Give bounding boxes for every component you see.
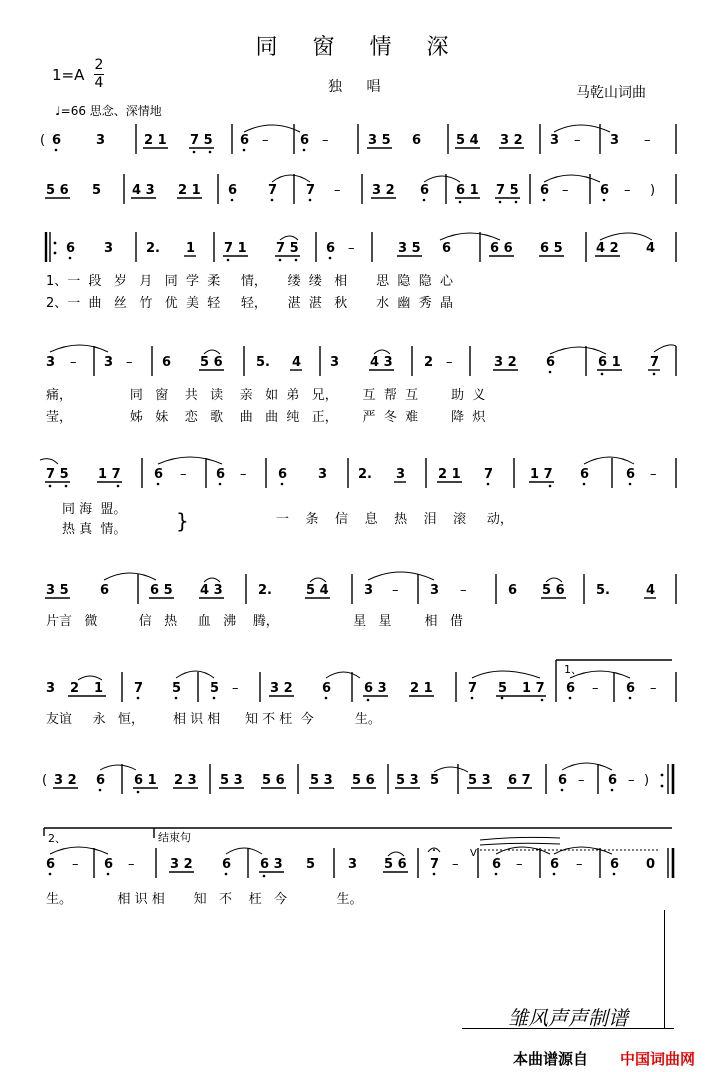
svg-text:1 7: 1 7 xyxy=(98,467,121,482)
svg-text:6: 6 xyxy=(608,773,618,788)
svg-text:7 5: 7 5 xyxy=(190,133,213,148)
svg-text:2 3: 2 3 xyxy=(174,773,197,788)
watermark-rule xyxy=(462,1028,674,1029)
svg-text:6 1: 6 1 xyxy=(456,183,479,198)
svg-text:–: – xyxy=(628,773,635,788)
svg-text:6 6: 6 6 xyxy=(490,241,513,256)
svg-text:3: 3 xyxy=(550,133,560,148)
svg-text:6 3: 6 3 xyxy=(260,857,283,872)
svg-text:6: 6 xyxy=(216,467,226,482)
svg-text:–: – xyxy=(262,133,269,148)
svg-text:6: 6 xyxy=(326,241,336,256)
svg-text:6: 6 xyxy=(104,857,114,872)
svg-text:3 2: 3 2 xyxy=(54,773,77,788)
svg-text:6: 6 xyxy=(550,857,560,872)
lyrics-row6: 片言 微 信 热 血 沸 腾， 星 星 相 借 xyxy=(46,614,463,629)
watermark-rule-vertical xyxy=(664,910,665,1028)
svg-text:6: 6 xyxy=(626,467,636,482)
svg-text:6: 6 xyxy=(96,773,106,788)
svg-text:6 1: 6 1 xyxy=(598,355,621,370)
svg-text:6: 6 xyxy=(162,355,172,370)
svg-text:2 1: 2 1 xyxy=(178,183,201,198)
svg-text:5: 5 xyxy=(210,681,220,696)
svg-text:4: 4 xyxy=(646,241,656,256)
svg-text:7 5: 7 5 xyxy=(46,467,69,482)
source-label: 本曲谱源自 xyxy=(513,1050,589,1068)
svg-text:–: – xyxy=(392,583,399,598)
svg-text:3: 3 xyxy=(330,355,340,370)
svg-text:5: 5 xyxy=(498,681,508,696)
svg-text:6: 6 xyxy=(154,467,164,482)
svg-text:–: – xyxy=(72,857,79,872)
svg-text:5: 5 xyxy=(92,183,102,198)
svg-text:5: 5 xyxy=(172,681,182,696)
notation-row-2 xyxy=(45,174,676,204)
svg-text:5.: 5. xyxy=(596,583,610,598)
svg-text:3: 3 xyxy=(430,583,440,598)
svg-text:6 1: 6 1 xyxy=(134,773,157,788)
svg-text:1 7: 1 7 xyxy=(530,467,553,482)
svg-text:5 6: 5 6 xyxy=(542,583,565,598)
credit: 马乾山词曲 xyxy=(576,85,646,101)
svg-text:7: 7 xyxy=(268,183,278,198)
svg-text:): ) xyxy=(644,773,650,788)
svg-text:5 6: 5 6 xyxy=(262,773,285,788)
time-sig-top: 2 xyxy=(94,57,104,73)
svg-text:6: 6 xyxy=(442,241,452,256)
source-site-link[interactable]: 中国词曲网 xyxy=(620,1050,696,1068)
svg-text:1: 1 xyxy=(186,241,196,256)
svg-text:–: – xyxy=(348,241,355,256)
svg-text:0: 0 xyxy=(646,857,656,872)
svg-text:5 3: 5 3 xyxy=(310,773,333,788)
time-sig-bottom: 4 xyxy=(94,75,104,91)
lyrics-row7: 友谊 永 恒， 相 识 相 知 不 枉 今 生。 xyxy=(46,712,381,727)
lyrics-row3-verse2: 2、一 曲 丝 竹 优 美 轻 轻， 湛 湛 秋 水 幽 秀 晶 xyxy=(46,296,453,311)
notation-row-9 xyxy=(44,828,673,878)
lyrics-row5-shared: 一 条 信 息 热 泪 滚 动， xyxy=(276,512,513,527)
song-title: 同 窗 情 深 xyxy=(255,35,463,60)
svg-text:2: 2 xyxy=(70,681,80,696)
svg-text:6: 6 xyxy=(412,133,422,148)
svg-text:3 2: 3 2 xyxy=(500,133,523,148)
key-signature: 1=A xyxy=(52,66,85,84)
svg-text:3: 3 xyxy=(104,241,114,256)
svg-text:5 4: 5 4 xyxy=(456,133,479,148)
svg-text:7: 7 xyxy=(484,467,494,482)
svg-text:4: 4 xyxy=(292,355,302,370)
svg-text:7 5: 7 5 xyxy=(276,241,299,256)
svg-text:(: ( xyxy=(40,133,46,148)
svg-text:6: 6 xyxy=(566,681,576,696)
lyrics-row5-verse2: 热 真 情。 xyxy=(62,522,127,537)
svg-text:2 1: 2 1 xyxy=(410,681,433,696)
svg-text:3: 3 xyxy=(364,583,374,598)
svg-text:–: – xyxy=(574,133,581,148)
watermark: 雏风声声制谱 xyxy=(508,1006,628,1030)
svg-text:}: } xyxy=(176,509,189,533)
svg-text:–: – xyxy=(322,133,329,148)
notation-row-6 xyxy=(45,572,676,604)
svg-text:3: 3 xyxy=(46,355,56,370)
svg-text:5.: 5. xyxy=(256,355,270,370)
svg-text:6: 6 xyxy=(600,183,610,198)
svg-text:–: – xyxy=(240,467,247,482)
notation-row-8 xyxy=(42,763,673,794)
svg-text:7 1: 7 1 xyxy=(224,241,247,256)
svg-text:5 3: 5 3 xyxy=(396,773,419,788)
svg-text:6: 6 xyxy=(492,857,502,872)
svg-text:2 1: 2 1 xyxy=(438,467,461,482)
svg-text:7: 7 xyxy=(306,183,316,198)
svg-text:6 7: 6 7 xyxy=(508,773,531,788)
svg-text:5 3: 5 3 xyxy=(468,773,491,788)
svg-text:5 3: 5 3 xyxy=(220,773,243,788)
svg-text:3: 3 xyxy=(348,857,358,872)
svg-text:4 3: 4 3 xyxy=(200,583,223,598)
svg-text:2.: 2. xyxy=(358,467,372,482)
svg-text:6: 6 xyxy=(278,467,288,482)
volta-1-label: 1、 xyxy=(564,663,582,676)
notation-row-3 xyxy=(46,232,676,262)
svg-text:7 5: 7 5 xyxy=(496,183,519,198)
svg-text:–: – xyxy=(644,133,651,148)
notation-row-4 xyxy=(46,345,676,376)
svg-text:–: – xyxy=(446,355,453,370)
svg-text:2 1: 2 1 xyxy=(144,133,167,148)
svg-text:–: – xyxy=(126,355,133,370)
svg-text:6: 6 xyxy=(420,183,430,198)
lyrics-row4-verse2: 莹， 姊 妹 恋 歌 曲 曲 纯 正， 严 冬 难 降 炽 xyxy=(46,410,486,425)
svg-text:6: 6 xyxy=(66,241,76,256)
svg-text:5: 5 xyxy=(430,773,440,788)
svg-text:2.: 2. xyxy=(258,583,272,598)
svg-text:2.: 2. xyxy=(146,241,160,256)
svg-text:7: 7 xyxy=(650,355,660,370)
svg-text:5 4: 5 4 xyxy=(306,583,329,598)
svg-text:3 2: 3 2 xyxy=(270,681,293,696)
svg-text:4 3: 4 3 xyxy=(370,355,393,370)
svg-text:6 5: 6 5 xyxy=(150,583,173,598)
svg-text:5 6: 5 6 xyxy=(384,857,407,872)
svg-text:3 5: 3 5 xyxy=(398,241,421,256)
svg-text:6 5: 6 5 xyxy=(540,241,563,256)
lyrics-row3-verse1: 1、一 段 岁 月 同 学 柔 情， 缕 缕 相 思 隐 隐 心 xyxy=(46,274,453,289)
svg-text:–: – xyxy=(562,183,569,198)
svg-text:3: 3 xyxy=(96,133,106,148)
svg-text:2: 2 xyxy=(424,355,434,370)
svg-text:–: – xyxy=(128,857,135,872)
svg-text:–: – xyxy=(650,681,657,696)
svg-text:3 5: 3 5 xyxy=(46,583,69,598)
svg-text:–: – xyxy=(460,583,467,598)
svg-text:6: 6 xyxy=(508,583,518,598)
tempo-marking: ♩=66 思念、深情地 xyxy=(55,104,162,118)
lyrics-row5-verse1: 同 海 盟。 xyxy=(62,502,127,517)
svg-text:4 2: 4 2 xyxy=(596,241,619,256)
svg-text:–: – xyxy=(180,467,187,482)
svg-text:–: – xyxy=(592,681,599,696)
svg-text:1 7: 1 7 xyxy=(522,681,545,696)
svg-text:–: – xyxy=(650,467,657,482)
svg-text:6: 6 xyxy=(222,857,232,872)
svg-text:3: 3 xyxy=(610,133,620,148)
svg-text:–: – xyxy=(576,857,583,872)
svg-text:3 2: 3 2 xyxy=(494,355,517,370)
svg-text:7: 7 xyxy=(430,857,440,872)
volta-2-label: 2、 xyxy=(48,832,66,845)
svg-text:6: 6 xyxy=(580,467,590,482)
performance-form: 独 唱 xyxy=(328,79,391,95)
svg-text:3 2: 3 2 xyxy=(170,857,193,872)
svg-text:3: 3 xyxy=(46,681,56,696)
svg-text:1: 1 xyxy=(94,681,104,696)
svg-text:–: – xyxy=(624,183,631,198)
svg-text:(: ( xyxy=(42,773,48,788)
ending-label: 结束句 xyxy=(158,831,191,844)
svg-text:6: 6 xyxy=(228,183,238,198)
svg-text:4 3: 4 3 xyxy=(132,183,155,198)
svg-text:V: V xyxy=(470,848,477,859)
svg-text:5 6: 5 6 xyxy=(200,355,223,370)
svg-text:3 5: 3 5 xyxy=(368,133,391,148)
svg-text:5 6: 5 6 xyxy=(46,183,69,198)
lyrics-row4-verse1: 痛， 同 窗 共 读 亲 如 弟 兄， 互 帮 互 助 义 xyxy=(46,388,486,403)
svg-text:6: 6 xyxy=(540,183,550,198)
svg-text:3: 3 xyxy=(318,467,328,482)
svg-text:3: 3 xyxy=(396,467,406,482)
svg-text:7: 7 xyxy=(468,681,478,696)
svg-text:–: – xyxy=(578,773,585,788)
svg-text:5 6: 5 6 xyxy=(352,773,375,788)
svg-text:6: 6 xyxy=(610,857,620,872)
svg-text:6: 6 xyxy=(46,857,56,872)
svg-text:4: 4 xyxy=(646,583,656,598)
svg-text:5: 5 xyxy=(306,857,316,872)
svg-text:6 3: 6 3 xyxy=(364,681,387,696)
svg-text:–: – xyxy=(334,183,341,198)
lyrics-row9: 生。 相 识 相 知 不 枉 今 生。 xyxy=(46,892,363,907)
svg-text:–: – xyxy=(70,355,77,370)
svg-text:7: 7 xyxy=(134,681,144,696)
svg-text:6: 6 xyxy=(240,133,250,148)
svg-text:6: 6 xyxy=(558,773,568,788)
svg-text:6: 6 xyxy=(300,133,310,148)
svg-text:6: 6 xyxy=(100,583,110,598)
svg-text:6: 6 xyxy=(322,681,332,696)
svg-text:3 2: 3 2 xyxy=(372,183,395,198)
svg-text:3: 3 xyxy=(104,355,114,370)
svg-text:–: – xyxy=(232,681,239,696)
svg-text:6: 6 xyxy=(626,681,636,696)
svg-text:6: 6 xyxy=(546,355,556,370)
svg-text:–: – xyxy=(452,857,459,872)
svg-text:): ) xyxy=(650,183,656,198)
svg-text:–: – xyxy=(516,857,523,872)
notation-row-1 xyxy=(40,124,676,154)
svg-text:6: 6 xyxy=(52,133,62,148)
